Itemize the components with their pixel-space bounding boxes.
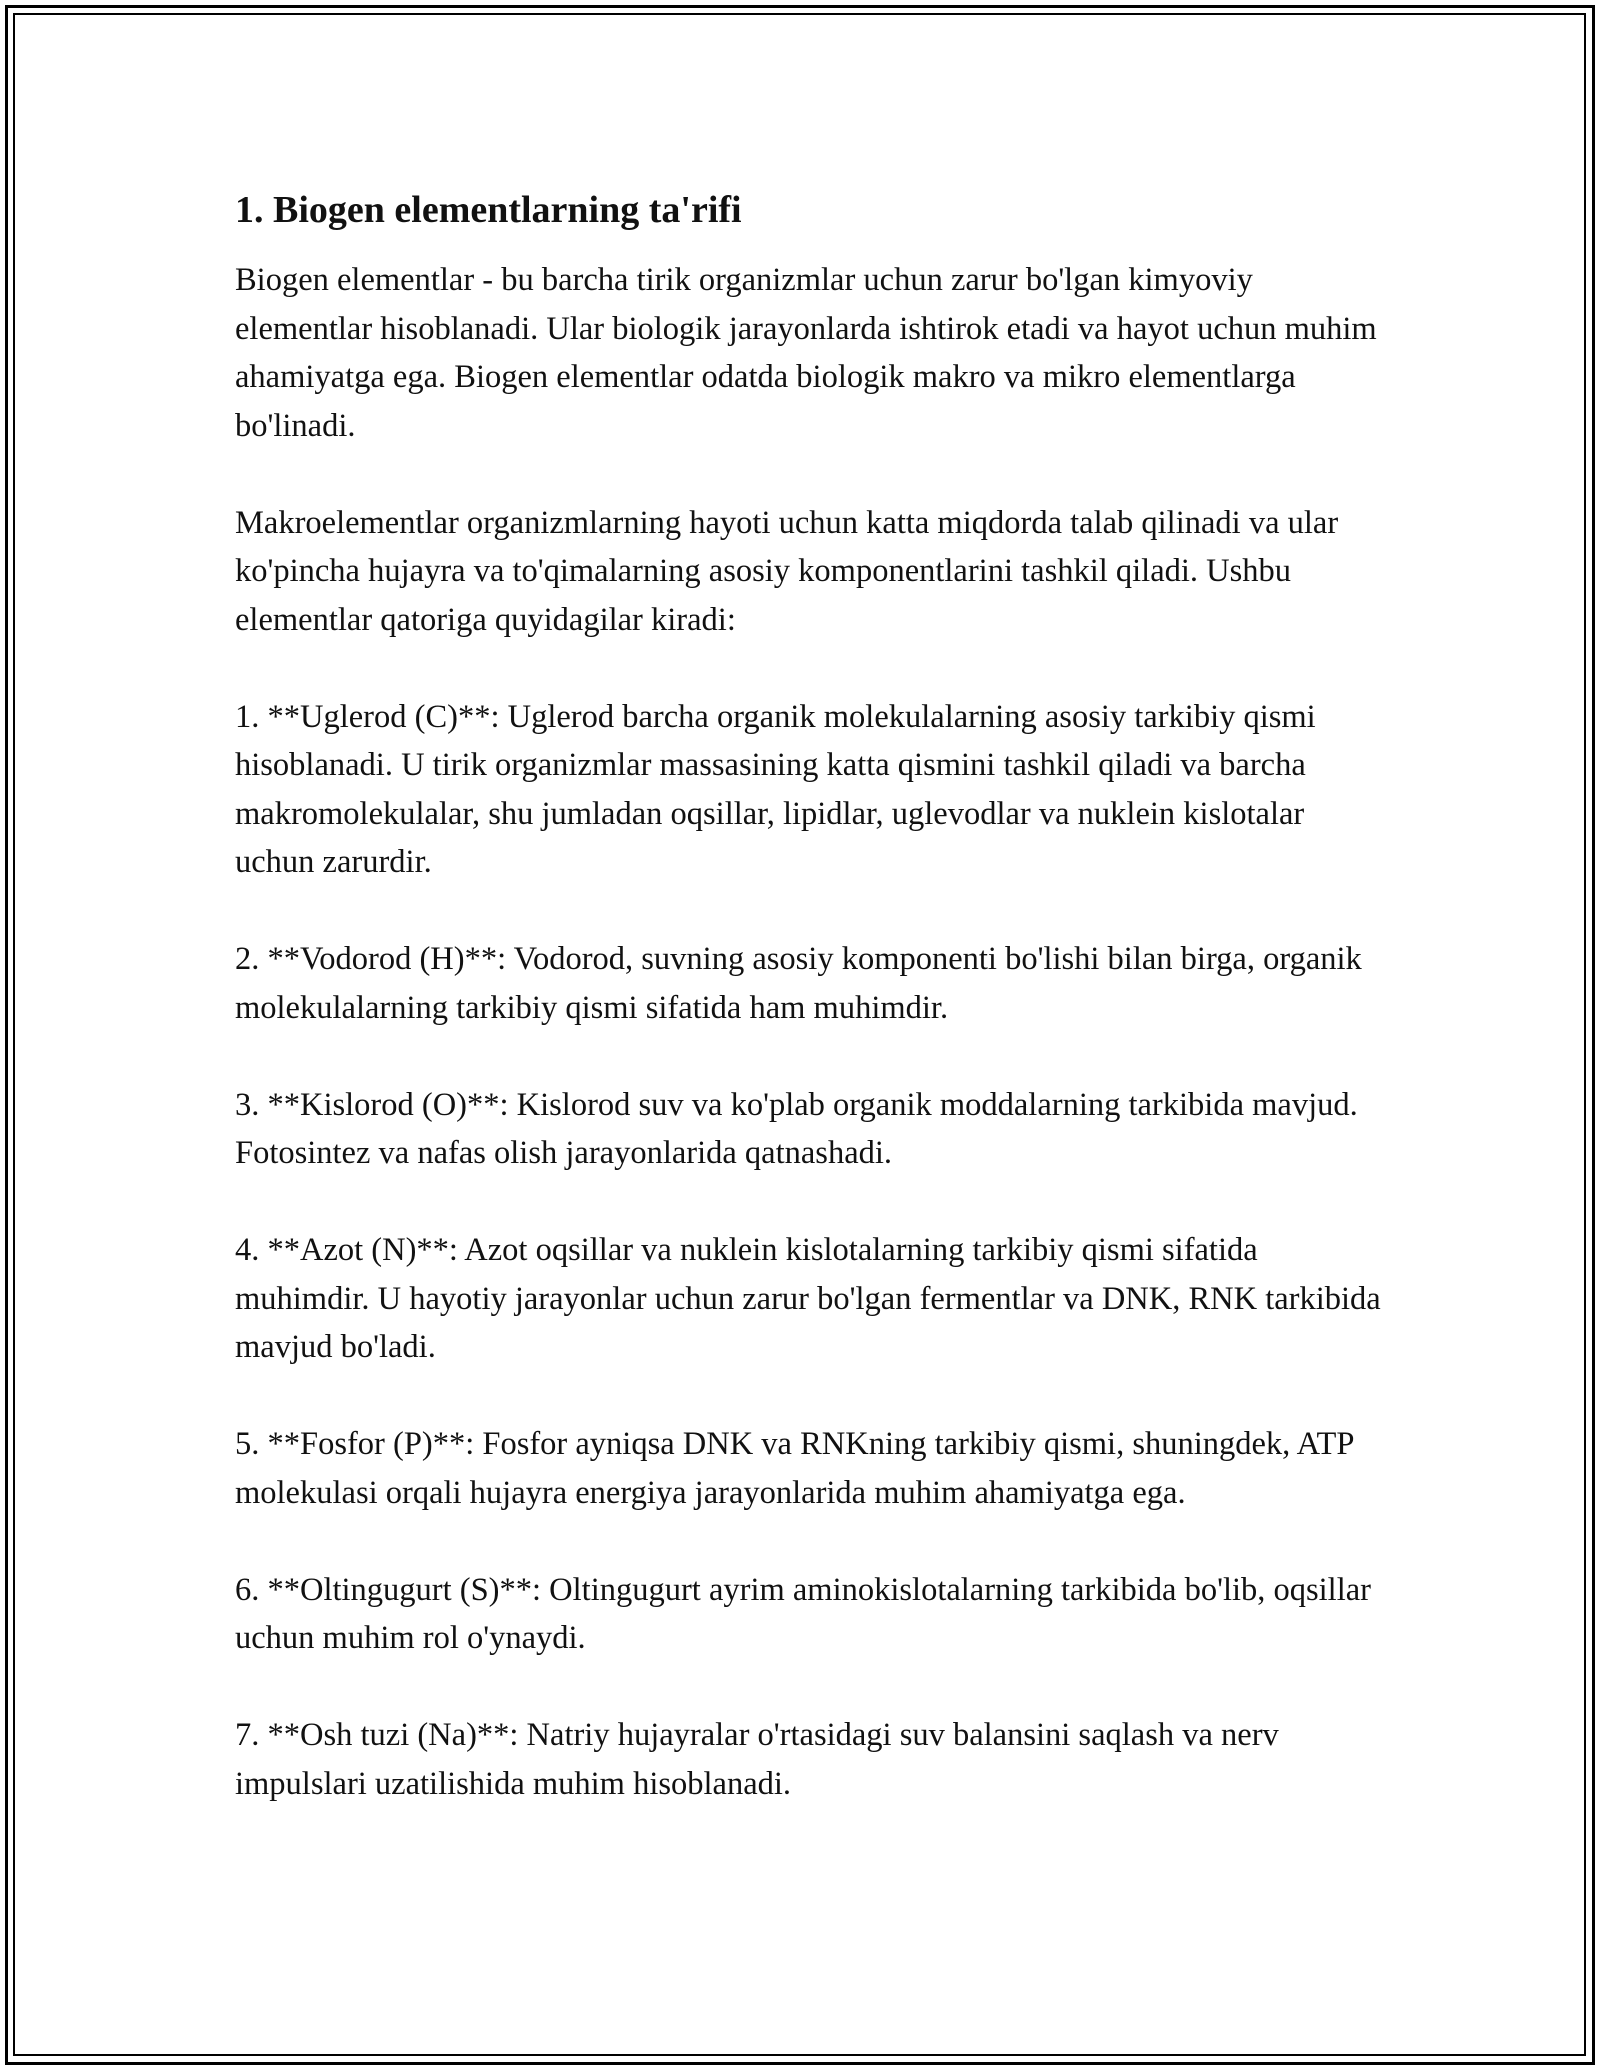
paragraph-macroelements: Makroelementlar organizmlarning hayoti uchun katta miqdorda talab qilinadi va ular ko'pincha hujayra va to'qimalarning asosiy komponentlarini tashkil qiladi. Ushbu elementlar qatoriga quyidagilar kiradi: (235, 504, 1339, 638)
document-title: 1. Biogen elementlarning ta'rifi (235, 189, 742, 231)
list-item-hydrogen: 2. **Vodorod (H)**: Vodorod, suvning asosiy komponenti bo'lishi bilan birga, organik molekulalarning tarkibiy qismi sifatida ham muhimdir. (235, 941, 1362, 1026)
paragraph-intro: Biogen elementlar - bu barcha tirik organizmlar uchun zarur bo'lgan kimyoviy elementlar hisoblanadi. Ular biologik jarayonlarda ishtirok etadi va hayot uchun muhim ahamiyatga ega. Biogen elementlar odatda biologik makro va mikro elementlarga bo'linadi. (235, 262, 1377, 444)
list-item-oxygen: 3. **Kislorod (O)**: Kislorod suv va ko'plab organik moddalarning tarkibida mavjud. Fotosintez va nafas olish jarayonlarida qatnashadi. (235, 1086, 1358, 1171)
document-body (235, 186, 1385, 1808)
list-item-nitrogen: 4. **Azot (N)**: Azot oqsillar va nuklein kislotalarning tarkibiy qismi sifatida muhimdir. U hayotiy jarayonlar uchun zarur bo'lgan fermentlar va DNK, RNK tarkibida mavjud bo'ladi. (235, 1232, 1381, 1365)
list-item-sulfur: 6. **Oltingugurt (S)**: Oltingugurt ayrim aminokislotalarning tarkibida bo'lib, oqsillar uchun muhim rol o'ynaydi. (235, 1571, 1371, 1656)
list-item-carbon: 1. **Uglerod (C)**: Uglerod barcha organik molekulalarning asosiy tarkibiy qismi hisoblanadi. U tirik organizmlar massasining katta qismini tashkil qiladi va barcha makromolekulalar, shu jumladan oqsillar, lipidlar, uglevodlar va nuklein kislotalar uchun zarurdir. (235, 698, 1316, 880)
list-item-sodium: 7. **Osh tuzi (Na)**: Natriy hujayralar o'rtasidagi suv balansini saqlash va nerv impulslari uzatilishida muhim hisoblanadi. (235, 1717, 1279, 1802)
list-item-phosphorus: 5. **Fosfor (P)**: Fosfor ayniqsa DNK va RNKning tarkibiy qismi, shuningdek, ATP molekulasi orqali hujayra energiya jarayonlarida muhim ahamiyatga ega. (235, 1426, 1354, 1511)
